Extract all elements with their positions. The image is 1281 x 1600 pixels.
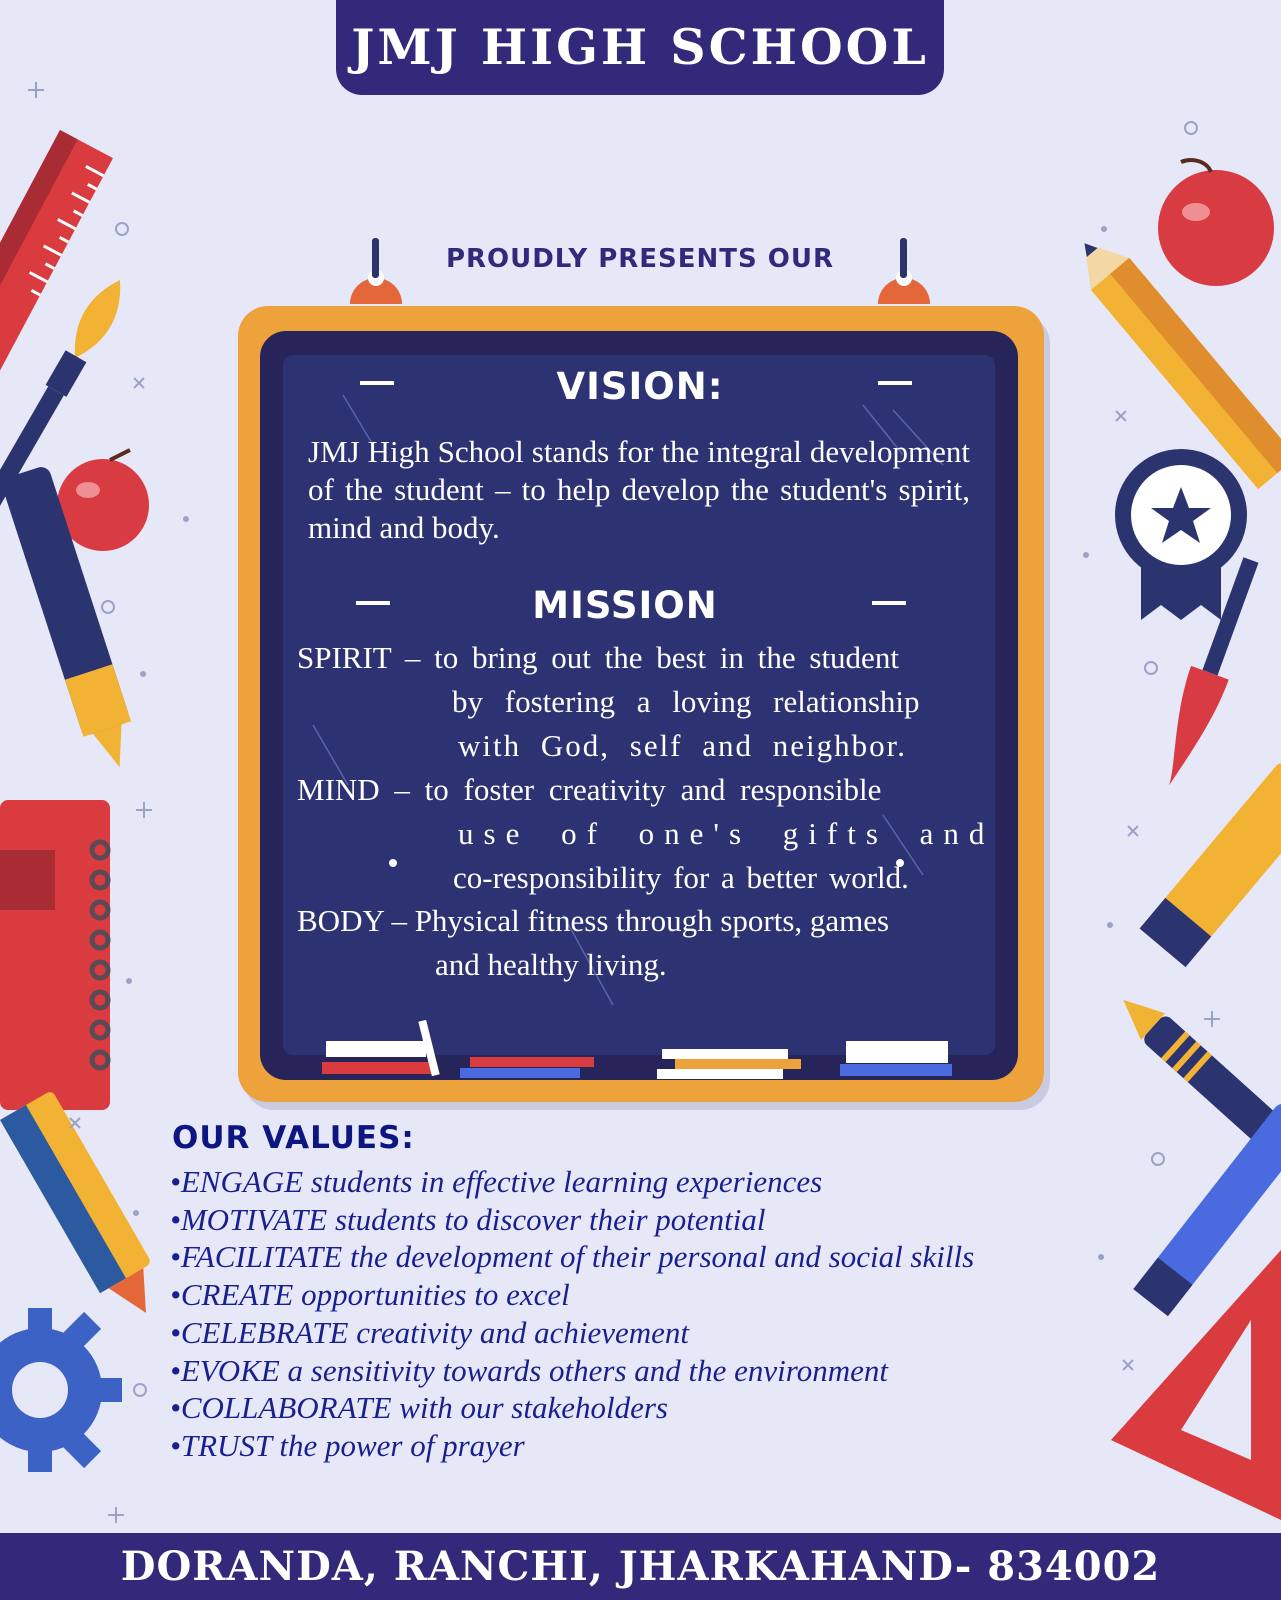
- value-item-motivate: •MOTIVATE students to discover their potential: [170, 1201, 766, 1237]
- mission-body-line-2: and healthy living.: [435, 947, 667, 982]
- hanger-right-icon: [878, 238, 930, 304]
- school-name: JMJ HIGH SCHOOL: [351, 18, 929, 76]
- chalk-blue: [460, 1068, 580, 1078]
- mission-mind-line-3: co-responsibility for a better world.: [453, 860, 909, 895]
- notebook-icon: [0, 800, 110, 1110]
- value-item-trust: •TRUST the power of prayer: [170, 1427, 525, 1463]
- value-item-celebrate: •CELEBRATE creativity and achievement: [170, 1314, 690, 1350]
- value-item-facilitate: •FACILITATE the development of their personal and social skills: [170, 1239, 975, 1275]
- apple-icon: [1158, 160, 1274, 286]
- value-item-create: •CREATE opportunities to excel: [170, 1277, 570, 1313]
- chalk-orange: [675, 1059, 801, 1069]
- gear-icon: [0, 1308, 122, 1472]
- chalk-red-2: [470, 1057, 594, 1067]
- vision-text: JMJ High School stands for the integral development of the student – to help develop the student's spirit, mind and body.: [308, 434, 970, 545]
- chalk-white-2: [662, 1049, 788, 1059]
- medal-icon: [1115, 449, 1247, 620]
- chalk-blue-2: [840, 1064, 952, 1076]
- vision-dash-left: [360, 381, 394, 385]
- mission-spirit-line-1: SPIRIT – to bring out the best in the student: [297, 640, 899, 675]
- mission-mind-line-1: MIND – to foster creativity and responsible: [297, 772, 882, 807]
- address-banner: [0, 1533, 1281, 1600]
- value-item-collaborate: •COLLABORATE with our stakeholders: [170, 1390, 668, 1426]
- right-stationery-decoration: [1081, 0, 1281, 1530]
- hanger-left-icon: [350, 238, 402, 304]
- chalk-red: [322, 1062, 432, 1074]
- value-item-evoke: •EVOKE a sensitivity towards others and the environment: [170, 1352, 888, 1388]
- values-list: [170, 1163, 974, 1465]
- highlighter-icon: [1140, 760, 1281, 967]
- mission-spirit-line-2: by fostering a loving relationship: [452, 684, 920, 719]
- apple-icon: [57, 450, 149, 551]
- value-item-engage: •ENGAGE students in effective learning experiences: [170, 1164, 823, 1199]
- chalk-white-4: [846, 1041, 948, 1063]
- mission-heading: MISSION: [532, 584, 718, 627]
- mission-dash-left: [356, 601, 390, 605]
- ruler-icon: [0, 130, 113, 388]
- values-title: OUR VALUES:: [172, 1120, 415, 1156]
- mission-mind-line-2: use of one's gifts and: [458, 816, 995, 851]
- presents-subtitle: PROUDLY PRESENTS OUR: [445, 244, 835, 274]
- vision-dash-right: [878, 381, 912, 385]
- highlighter-icon: [0, 1090, 172, 1328]
- school-address: DORANDA, RANCHI, JHARKAHAND- 834002: [120, 1543, 1161, 1590]
- vision-heading: VISION:: [556, 365, 724, 408]
- mission-spirit-line-3: with God, self and neighbor.: [458, 728, 908, 763]
- mission-body-line-1: BODY – Physical fitness through sports, games: [297, 903, 890, 938]
- mission-dash-right: [872, 601, 906, 605]
- chalk-white-3: [657, 1069, 783, 1079]
- chalk-white: [326, 1041, 426, 1057]
- school-name-banner: [336, 0, 944, 95]
